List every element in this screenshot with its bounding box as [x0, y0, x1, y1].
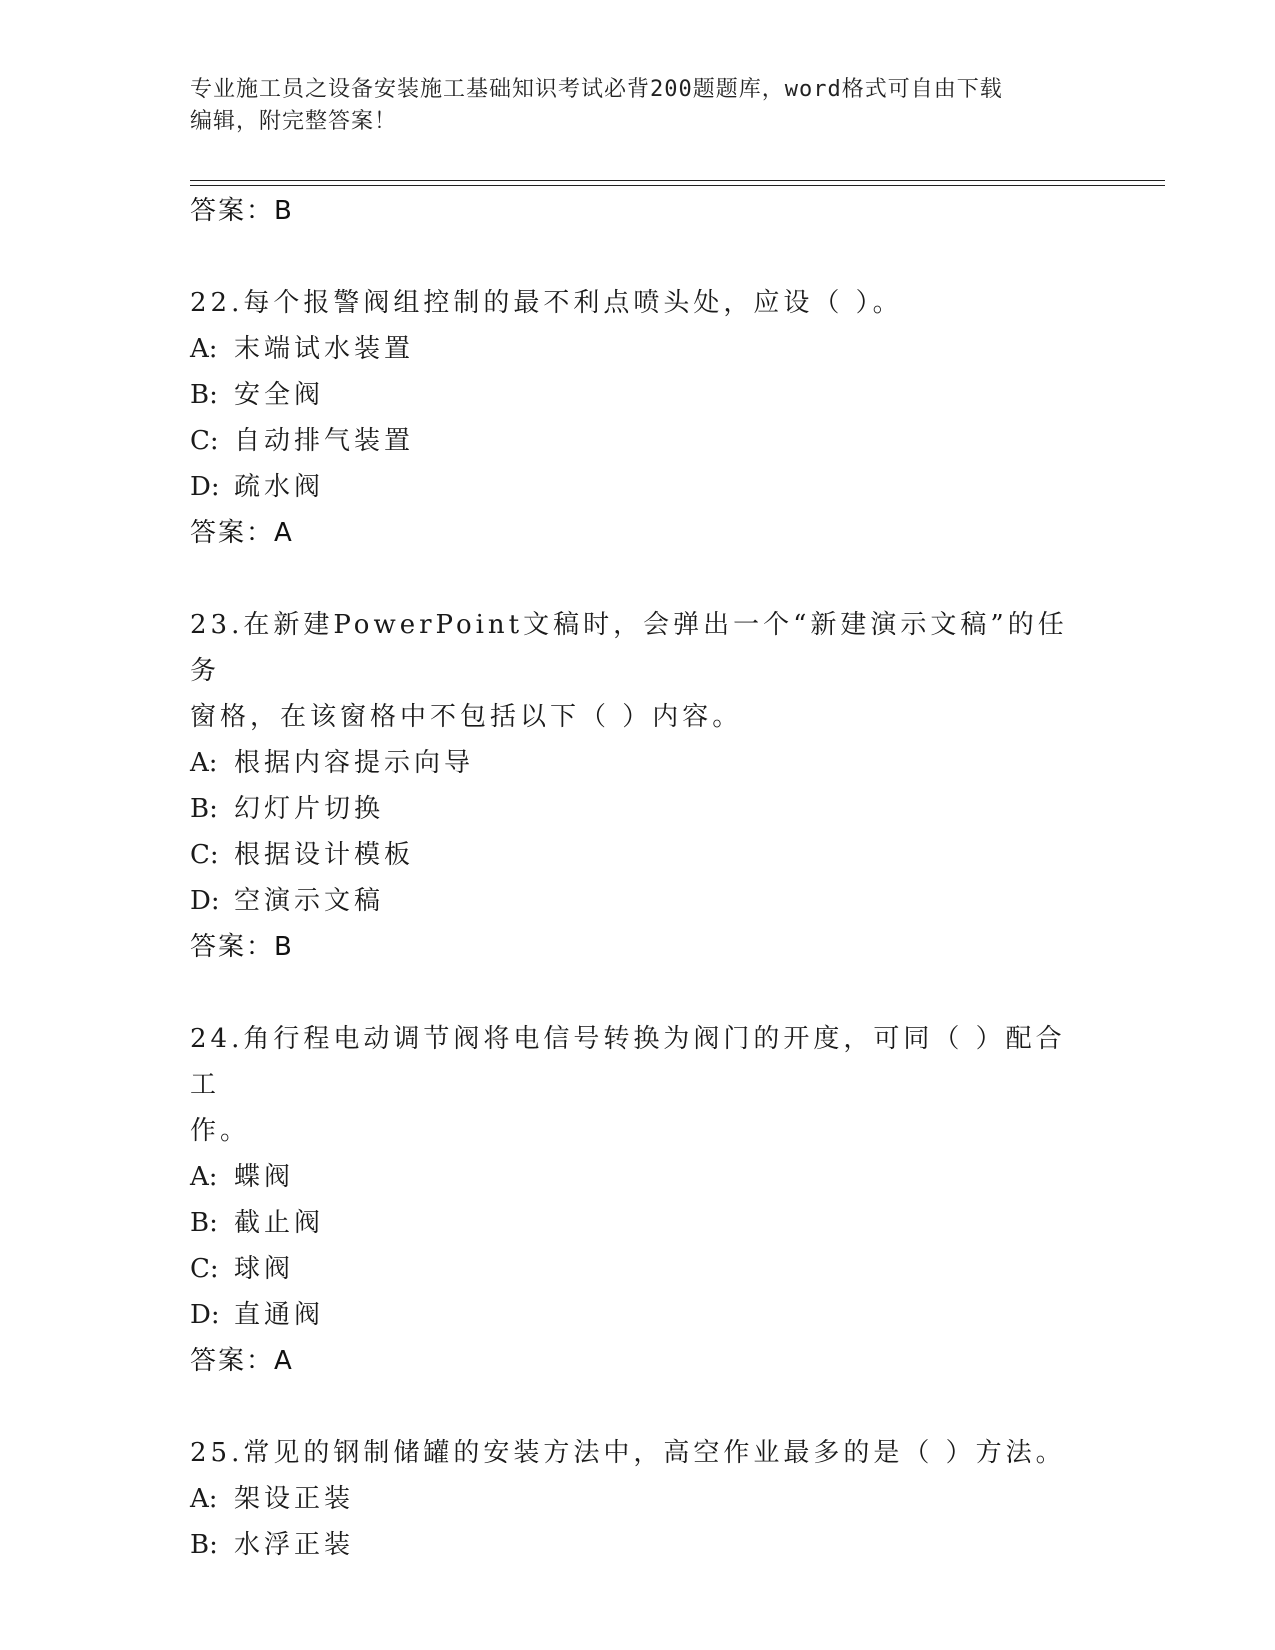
answer-line: 答案：B	[190, 196, 294, 226]
option-c	[190, 832, 1090, 878]
option-text: 幻灯片切换	[234, 794, 385, 824]
spacer	[190, 234, 1090, 280]
option-b	[190, 1200, 1090, 1246]
page-header	[190, 74, 1090, 138]
option-c	[190, 418, 1090, 464]
option-letter: A:	[190, 1162, 218, 1192]
question-text-line-1: 24.角行程电动调节阀将电信号转换为阀门的开度，可同（ ）配合工	[190, 1024, 1066, 1100]
option-letter: C:	[190, 1254, 219, 1284]
option-letter: A:	[190, 1484, 218, 1514]
spacer	[190, 1384, 1090, 1430]
option-text: 根据设计模板	[234, 840, 415, 870]
header-line-1: 专业施工员之设备安装施工基础知识考试必背200题题库，word格式可自由下载	[190, 77, 1003, 102]
header-divider-bottom	[190, 185, 1165, 186]
option-text: 水浮正装	[234, 1530, 355, 1560]
option-a	[190, 1154, 1090, 1200]
option-letter: A:	[190, 334, 218, 364]
option-letter: B:	[190, 794, 218, 824]
option-a	[190, 1476, 1090, 1522]
question-block	[190, 1430, 1090, 1568]
question-block	[190, 602, 1090, 970]
header-divider-top	[190, 180, 1165, 181]
option-c	[190, 1246, 1090, 1292]
spacer	[190, 556, 1090, 602]
option-a	[190, 740, 1090, 786]
option-text: 空演示文稿	[234, 886, 385, 916]
answer-line: 答案：A	[190, 518, 294, 548]
spacer	[190, 970, 1090, 1016]
option-d	[190, 1292, 1090, 1338]
answer-line: 答案：B	[190, 932, 294, 962]
question-block	[190, 280, 1090, 556]
option-d	[190, 878, 1090, 924]
header-line-2: 编辑，附完整答案！	[190, 109, 398, 134]
option-letter: D:	[190, 1300, 220, 1330]
option-b	[190, 786, 1090, 832]
option-b	[190, 1522, 1090, 1568]
option-text: 架设正装	[234, 1484, 355, 1514]
question-block	[190, 1016, 1090, 1384]
option-letter: D:	[190, 472, 220, 502]
option-letter: B:	[190, 1530, 218, 1560]
question-text-line-2: 作。	[190, 1116, 251, 1146]
answer-line: 答案：A	[190, 1346, 294, 1376]
question-text-line-2: 窗格，在该窗格中不包括以下（ ）内容。	[190, 702, 743, 732]
question-text: 25.常见的钢制储罐的安装方法中，高空作业最多的是（ ）方法。	[190, 1438, 1066, 1468]
option-d	[190, 464, 1090, 510]
option-text: 安全阀	[234, 380, 325, 410]
document-body	[190, 188, 1090, 1568]
option-letter: D:	[190, 886, 220, 916]
question-text: 22.每个报警阀组控制的最不利点喷头处，应设（ ）。	[190, 288, 903, 318]
option-letter: C:	[190, 840, 219, 870]
option-a	[190, 326, 1090, 372]
option-letter: A:	[190, 748, 218, 778]
option-text: 蝶阀	[234, 1162, 295, 1192]
option-letter: B:	[190, 1208, 218, 1238]
question-text-line-1: 23.在新建PowerPoint文稿时，会弹出一个“新建演示文稿”的任务	[190, 610, 1068, 686]
option-text: 直通阀	[234, 1300, 325, 1330]
option-text: 截止阀	[234, 1208, 325, 1238]
option-b	[190, 372, 1090, 418]
option-letter: B:	[190, 380, 218, 410]
option-text: 根据内容提示向导	[234, 748, 475, 778]
option-text: 末端试水装置	[234, 334, 415, 364]
option-text: 疏水阀	[234, 472, 325, 502]
option-letter: C:	[190, 426, 219, 456]
option-text: 自动排气装置	[234, 426, 415, 456]
option-text: 球阀	[234, 1254, 295, 1284]
